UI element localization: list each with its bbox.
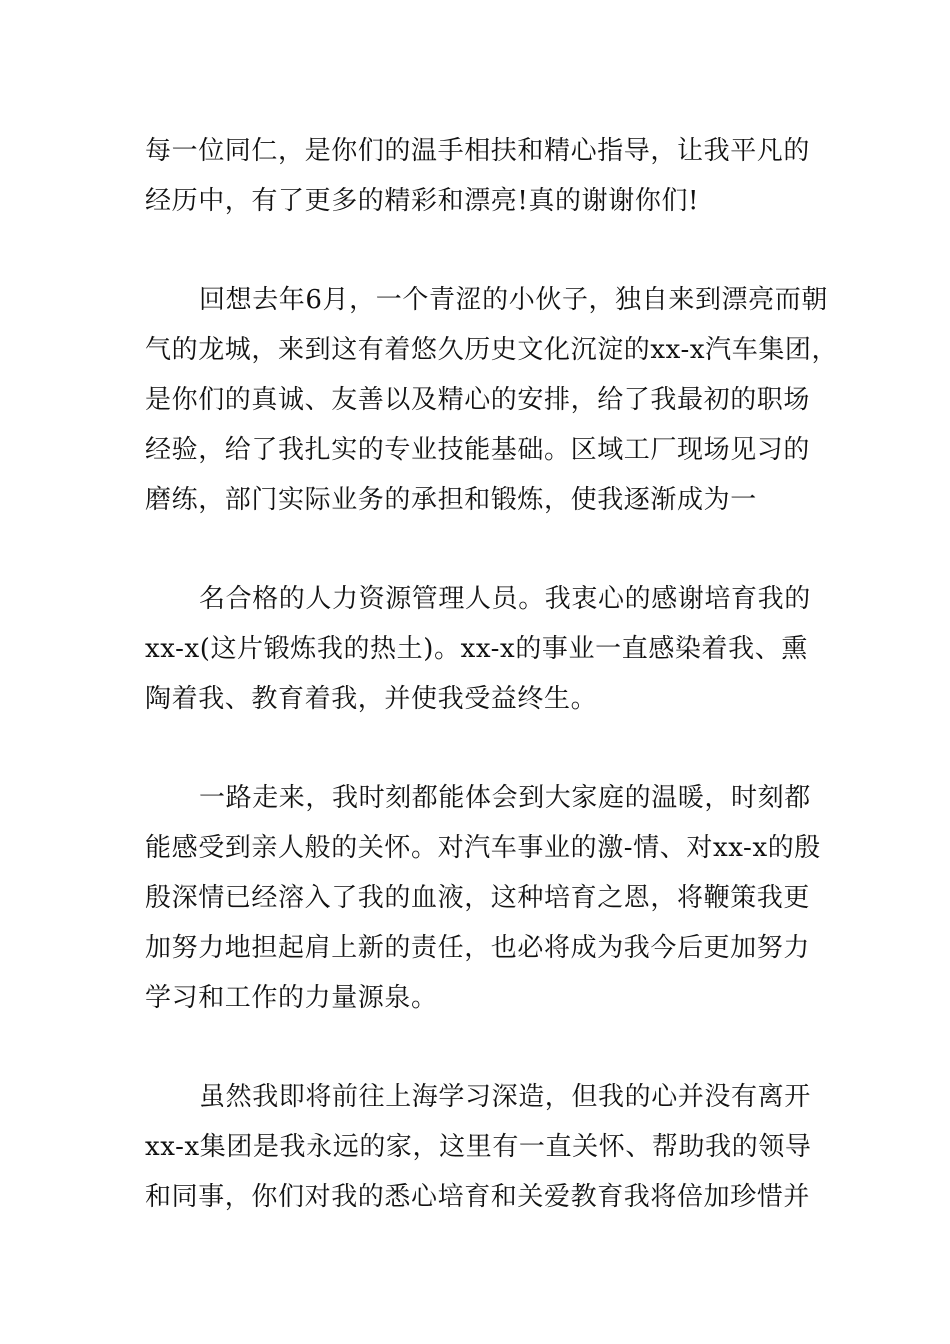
paragraph-line: 磨练，部门实际业务的承担和锻炼，使我逐渐成为一 [145,485,757,515]
paragraph-line: 经历中，有了更多的精彩和漂亮!真的谢谢你们! [145,186,700,216]
paragraph-line: 经验，给了我扎实的专业技能基础。区域工厂现场见习的 [145,435,811,465]
paragraph-line: 一路走来，我时刻都能体会到大家庭的温暖，时刻都 [199,783,811,813]
paragraph-line: 是你们的真诚、友善以及精心的安排，给了我最初的职场 [145,385,811,415]
paragraph-line: 能感受到亲人般的关怀。对汽车事业的激-情、对xx-x的殷 [145,833,821,863]
paragraph-line: 陶着我、教育着我，并使我受益终生。 [145,684,598,714]
paragraph-line: 每一位同仁，是你们的温手相扶和精心指导，让我平凡的 [145,136,811,166]
paragraph-line: 虽然我即将前往上海学习深造，但我的心并没有离开 [199,1082,811,1112]
paragraph-line: 学习和工作的力量源泉。 [145,983,438,1013]
paragraph-line: 气的龙城，来到这有着悠久历史文化沉淀的xx-x汽车集团， [145,335,839,365]
paragraph-line: 名合格的人力资源管理人员。我衷心的感谢培育我的 [199,584,811,614]
paragraph-line: xx-x(这片锻炼我的热土)。xx-x的事业一直感染着我、熏 [145,634,808,664]
paragraph-line: 殷深情已经溶入了我的血液，这种培育之恩，将鞭策我更 [145,883,811,913]
paragraph-line: xx-x集团是我永远的家，这里有一直关怀、帮助我的领导 [145,1132,812,1162]
paragraph-line: 回想去年6月，一个青涩的小伙子，独自来到漂亮而朝 [199,285,828,315]
paragraph-line: 和同事，你们对我的悉心培育和关爱教育我将倍加珍惜并 [145,1182,811,1212]
paragraph-line: 加努力地担起肩上新的责任，也必将成为我今后更加努力 [145,933,811,963]
